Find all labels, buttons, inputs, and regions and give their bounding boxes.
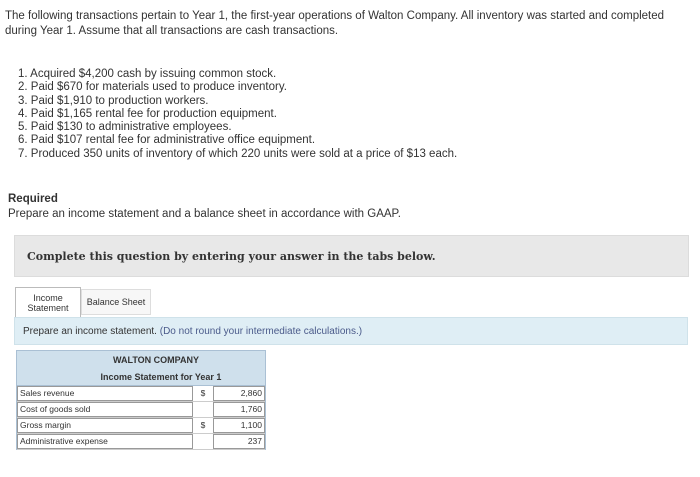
row-value-input[interactable]: 1,760	[213, 402, 265, 417]
table-row	[17, 434, 265, 450]
table-row	[17, 402, 265, 418]
tab-balance-sheet[interactable]	[81, 289, 151, 315]
currency-sign: $	[200, 388, 206, 398]
row-label-input[interactable]: Administrative expense	[17, 434, 193, 449]
list-item: 7. Produced 350 units of inventory of which 220 units were sold at a price of $13 each.	[18, 147, 458, 160]
table-row	[17, 386, 265, 402]
statement-header	[16, 350, 266, 386]
answer-tabs	[15, 287, 151, 317]
tab-income-label-line2: Statement	[27, 302, 69, 313]
row-value-input[interactable]: 237	[213, 434, 265, 449]
list-item: 3. Paid $1,910 to production workers.	[18, 94, 209, 107]
row-label-input[interactable]: Sales revenue	[17, 386, 193, 401]
row-value-input[interactable]: 1,100	[213, 418, 265, 433]
company-name: WALTON COMPANY	[113, 355, 199, 365]
row-label-input[interactable]: Gross margin	[17, 418, 193, 433]
row-label-input[interactable]: Cost of goods sold	[17, 402, 193, 417]
currency-sign: $	[200, 420, 206, 430]
tab-income-label-line1: Income	[33, 292, 63, 303]
statement-rows	[16, 386, 266, 450]
required-heading: Required	[8, 193, 58, 205]
instruction-main: Prepare an income statement.	[23, 326, 157, 337]
income-statement-table	[16, 350, 266, 450]
currency-sign	[193, 434, 213, 449]
statement-title: Income Statement for Year 1	[100, 372, 222, 382]
tab-income-statement[interactable]	[15, 287, 81, 317]
complete-prompt-box	[14, 235, 689, 277]
instruction-text	[23, 326, 362, 337]
complete-prompt: Complete this question by entering your answer in the tabs below.	[27, 250, 436, 263]
tab-balance-label: Balance Sheet	[86, 297, 146, 307]
transaction-list	[18, 68, 457, 161]
list-item: 4. Paid $1,165 rental fee for production equipment.	[18, 107, 277, 120]
list-item: 5. Paid $130 to administrative employees.	[18, 121, 232, 134]
list-item: 1. Acquired $4,200 cash by issuing common stock.	[18, 68, 277, 80]
table-row	[17, 418, 265, 434]
instruction-note: (Do not round your intermediate calculations.)	[159, 326, 363, 337]
list-item: 6. Paid $107 rental fee for administrative office equipment.	[18, 134, 316, 147]
instruction-box	[14, 317, 688, 345]
required-text: Prepare an income statement and a balance sheet in accordance with GAAP.	[8, 208, 401, 220]
list-item: 2. Paid $670 for materials used to produce inventory.	[18, 81, 287, 94]
currency-sign	[193, 402, 213, 417]
row-value-input[interactable]: 2,860	[213, 386, 265, 401]
problem-intro: The following transactions pertain to Year 1, the first-year operations of Walton Company. All inventory was started and completed during Year 1. Assume that all transactions are cash transactions.	[5, 10, 665, 37]
